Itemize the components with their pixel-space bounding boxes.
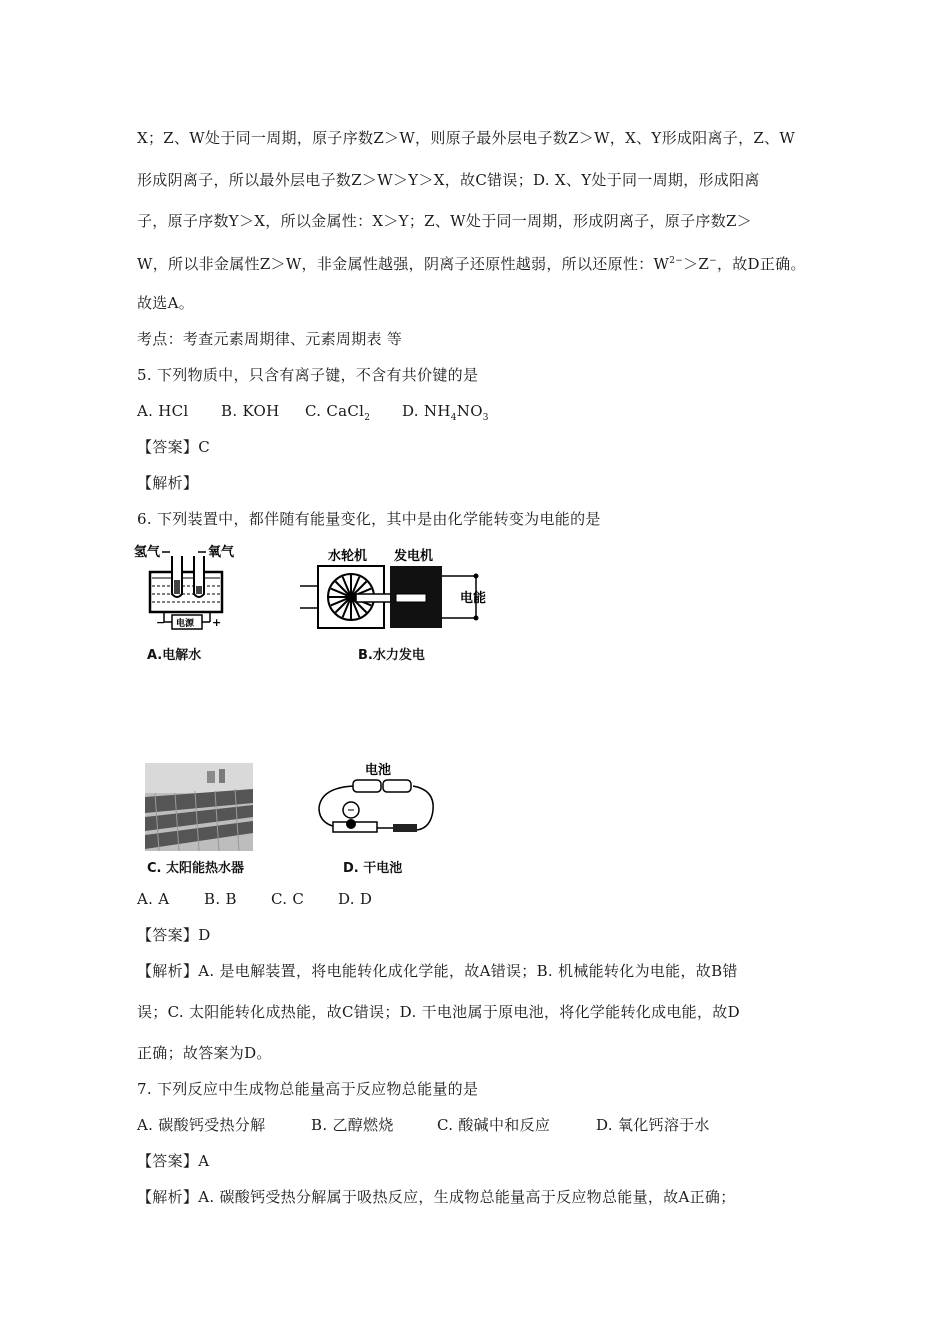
solar-water-heater-photo [145,763,253,851]
q6-option-d: D. D [338,890,373,908]
figure-c-caption: C. 太阳能热水器 [147,861,245,876]
power-source-label: 电源 [176,619,195,629]
q5-answer: 【答案】C [137,438,210,456]
minus-sign: − [156,616,166,629]
z-charge-superscript: − [709,256,717,266]
q6-analysis-line-1: 【解析】A. 是电解装置，将电能转化成化学能，故A错误；B. 机械能转化为电能，故B错 [137,962,738,980]
q6-analysis-line-2: 误；C. 太阳能转化成热能，故C错误；D. 干电池属于原电池，将化学能转化成电能，故D [137,1003,740,1021]
generator-label: 发电机 [394,549,434,564]
electric-energy-label: 电能 [460,591,487,606]
q7-stem: 7. 下列反应中生成物总能量高于反应物总能量的是 [137,1080,479,1098]
q4-analysis-line-3: 子，原子序数Y＞X，所以金属性：X＞Y；Z、W处于同一周期，形成阴离子，原子序数Z＞ [137,212,753,230]
q5-option-c-subscript: 2 [364,413,371,423]
oxygen-label: 氧气 [208,545,235,560]
q4-analysis-line-2: 形成阴离子，所以最外层电子数Z＞W＞Y＞X，故C错误；D. X、Y处于同一周期，形成阳离 [137,171,760,189]
q5-option-d-text: D. NH [402,402,451,420]
q4-line4-part-c: ，故D正确。 [716,255,806,273]
q6-answer: 【答案】D [137,926,211,944]
q7-option-d: D. 氧化钙溶于水 [596,1116,710,1134]
q4-kaodian: 考点：考查元素周期律、元素周期表 等 [137,330,403,348]
q6-option-b: B. B [204,890,237,908]
hydrogen-label: 氢气 [134,545,161,560]
turbine-label: 水轮机 [328,549,368,564]
q4-analysis-line-1: X；Z、W处于同一周期，原子序数Z＞W，则原子最外层电子数Z＞W，X、Y形成阳离子，Z、W [137,129,796,147]
q5-option-c-text: C. CaCl [305,402,365,420]
q6-analysis-line-3: 正确；故答案为D。 [137,1044,272,1062]
w-charge-superscript: 2− [669,256,684,266]
q4-line4-part-b: ＞Z [683,255,710,273]
q4-line4-part-a: W，所以非金属性Z＞W，非金属性越强，阴离子还原性越弱，所以还原性：W [137,255,670,273]
q5-option-c [305,401,402,428]
q5-option-d-subscript-1: 4 [450,413,457,423]
q5-options [137,401,489,428]
q5-analysis: 【解析】 [137,474,199,492]
q6-option-c: C. C [271,890,305,908]
q4-analysis-line-4 [137,251,806,274]
q4-conclusion: 故选A。 [137,294,195,312]
q7-option-b: B. 乙醇燃烧 [311,1116,394,1134]
q7-options [137,1115,710,1135]
figure-a-caption: A.电解水 [147,648,202,663]
q7-option-a: A. 碳酸钙受热分解 [137,1116,266,1134]
dry-cell-circuit-diagram [313,758,438,848]
q5-option-d-text-mid: NO [456,402,483,420]
q5-stem: 5. 下列物质中，只含有离子键，不含有共价键的是 [137,366,479,384]
q6-option-a: A. A [137,890,170,908]
q7-answer: 【答案】A [137,1152,210,1170]
q5-option-a: A. HCl [137,402,189,420]
q7-analysis-line-1: 【解析】A. 碳酸钙受热分解属于吸热反应，生成物总能量高于反应物总能量，故A正确； [137,1188,736,1206]
q6-options [137,889,372,909]
q7-option-c: C. 酸碱中和反应 [437,1116,551,1134]
q5-option-d [402,401,489,428]
q5-option-d-subscript-2: 3 [482,413,489,423]
q6-stem: 6. 下列装置中，都伴随有能量变化，其中是由化学能转变为电能的是 [137,510,601,528]
hydro-power-diagram [296,546,506,636]
figure-d-caption: D. 干电池 [343,861,403,876]
electrolysis-diagram [134,542,244,642]
figure-b-caption: B.水力发电 [358,648,425,663]
q5-option-b: B. KOH [221,402,280,420]
battery-label: 电池 [365,763,392,778]
plus-sign: + [212,616,222,629]
